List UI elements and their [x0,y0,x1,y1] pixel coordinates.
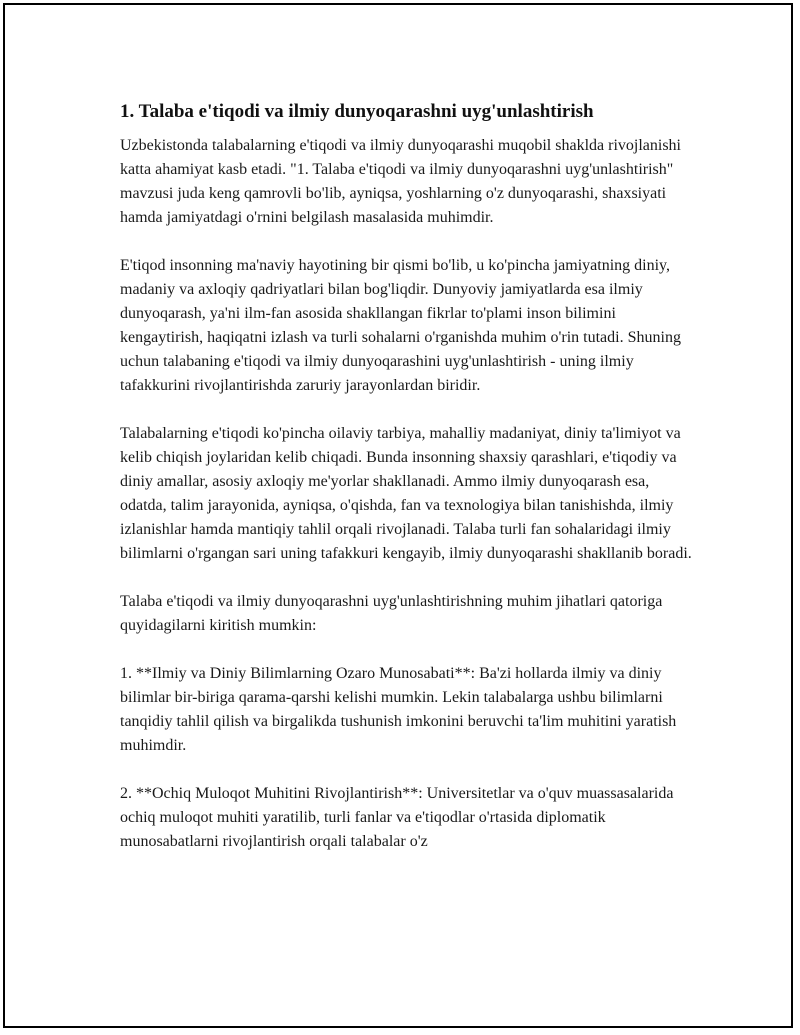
document-content [120,100,695,878]
list-item-1: 1. **Ilmiy va Diniy Bilimlarning Ozaro Munosabati**: Ba'zi hollarda ilmiy va diniy bilimlar bir-biriga qarama-qarshi kelishi mumkin. Lekin talabalarga ushbu bilimlarni tanqidiy tahlil qilish va birgalikda tushunish imkonini beruvchi ta'lim muhitini yaratish muhimdir. [120,665,677,754]
page-frame [3,3,793,1028]
paragraph-intro: Uzbekistonda talabalarning e'tiqodi va ilmiy dunyoqarashi muqobil shaklda rivojlanishi katta ahamiyat kasb etadi. "1. Talaba e'tiqodi va ilmiy dunyoqarashni uyg'unlashtirish" mavzusi juda keng qamrovli bo'lib, ayniqsa, yoshlarning o'z dunyoqarashi, shaxsiyati hamda jamiyatdagi o'rnini belgilash masalasida muhimdir. [120,137,681,226]
list-item-2: 2. **Ochiq Muloqot Muhitini Rivojlantirish**: Universitetlar va o'quv muassasalarida ochiq muloqot muhiti yaratilib, turli fanlar va e'tiqodlar o'rtasida diplomatik munosabatlarni rivojlantirish orqali talabalar o'z [120,785,674,850]
document-title: 1. Talaba e'tiqodi va ilmiy dunyoqarashni uyg'unlashtirish [120,101,594,122]
paragraph-jihatlar: Talaba e'tiqodi va ilmiy dunyoqarashni uyg'unlashtirishning muhim jihatlari qatoriga quyidagilarni kiritish mumkin: [120,593,663,634]
paragraph-talabalar: Talabalarning e'tiqodi ko'pincha oilaviy tarbiya, mahalliy madaniyat, diniy ta'limiyot va kelib chiqish joylaridan kelib chiqadi. Bunda insonning shaxsiy qarashlari, e'tiqodiy va diniy amallar, asosiy axloqiy me'yorlar shakllanadi. Ammo ilmiy dunyoqarash esa, odatda, talim jarayonida, ayniqsa, o'qishda, fan va texnologiya bilan tanishishda, ilmiy izlanishlar hamda mantiqiy tahlil orqali rivojlanadi. Talaba turli fan sohalaridagi ilmiy bilimlarni o'rgangan sari uning tafakkuri kengayib, ilmiy dunyoqarashi shakllanib boradi. [120,425,692,562]
paragraph-etiqod: E'tiqod insonning ma'naviy hayotining bir qismi bo'lib, u ko'pincha jamiyatning diniy, madaniy va axloqiy qadriyatlari bilan bog'liqdir. Dunyoviy jamiyatlarda esa ilmiy dunyoqarash, ya'ni ilm-fan asosida shakllangan fikrlar to'plami inson bilimini kengaytirish, haqiqatni izlash va turli sohalarni o'rganishda muhim o'rin tutadi. Shuning uchun talabaning e'tiqodi va ilmiy dunyoqarashini uyg'unlashtirish - uning ilmiy tafakkurini rivojlantirishda zaruriy jarayonlardan biridir. [120,257,681,394]
